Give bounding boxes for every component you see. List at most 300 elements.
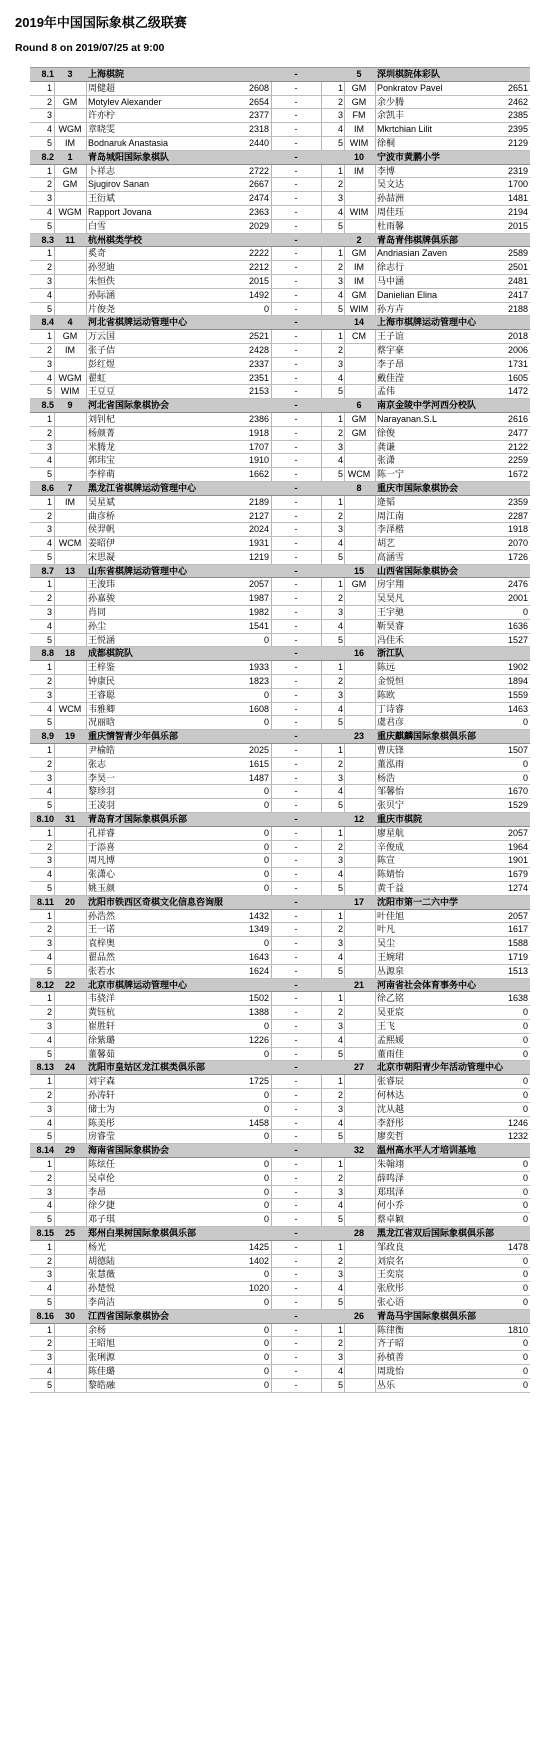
home-player-rating: 2722 <box>248 165 269 176</box>
away-player-name: 陈律衡 <box>377 1324 405 1335</box>
away-player-rating: 2385 <box>507 110 528 121</box>
home-player-name: 袁梓奥 <box>88 938 116 949</box>
home-team-name: 江西省国际象棋协会 <box>88 1310 170 1321</box>
home-team-number: 25 <box>64 1227 75 1238</box>
result-cell: - <box>294 206 298 217</box>
board-number: 3 <box>46 1020 52 1031</box>
match-separator: - <box>294 234 298 245</box>
board-number: 5 <box>46 883 52 894</box>
away-board-number: 1 <box>337 331 343 342</box>
home-player-name: 朱恒佚 <box>88 275 116 286</box>
board-row <box>30 1172 530 1186</box>
away-player-name: 张睿辰 <box>377 1076 405 1087</box>
home-player-name: 姚玉颜 <box>88 883 116 894</box>
board-number: 2 <box>46 262 52 273</box>
away-player-name: 丛乐 <box>377 1379 396 1390</box>
result-cell: - <box>294 331 298 342</box>
result-cell: - <box>294 772 298 783</box>
match-separator: - <box>294 731 298 742</box>
away-team-name: 沈阳市第一二六中学 <box>377 896 459 907</box>
away-team-number: 23 <box>353 731 364 742</box>
away-player-title: WCM <box>347 469 371 480</box>
away-player-rating: 0 <box>522 1076 528 1087</box>
away-player-name: 张欣彤 <box>377 1283 405 1294</box>
home-player-name: Rapport Jovana <box>88 206 152 217</box>
home-team-name: 山东省棋牌运动管理中心 <box>88 565 188 576</box>
away-team-number: 21 <box>353 979 364 990</box>
away-board-number: 4 <box>337 703 343 714</box>
away-player-rating: 0 <box>522 1214 528 1225</box>
board-number: 5 <box>46 1131 52 1142</box>
result-cell: - <box>294 717 298 728</box>
board-number: 1 <box>46 1241 52 1252</box>
home-player-rating: 1388 <box>248 1007 269 1018</box>
match-header-row <box>30 68 530 82</box>
home-player-name: 王昭旭 <box>88 1338 116 1349</box>
home-player-name: 钟康民 <box>88 676 116 687</box>
board-number: 3 <box>46 275 52 286</box>
board-number: 1 <box>46 248 52 259</box>
result-cell: - <box>294 275 298 286</box>
home-team-name: 河北省国际象棋协会 <box>88 400 170 411</box>
board-number: 5 <box>46 1214 52 1225</box>
away-player-name: 孟伟 <box>377 386 396 397</box>
away-board-number: 5 <box>337 883 343 894</box>
result-cell: - <box>294 1200 298 1211</box>
result-cell: - <box>294 1007 298 1018</box>
away-player-rating: 1700 <box>507 179 528 190</box>
match-separator: - <box>294 1227 298 1238</box>
away-player-name: 吴亚宸 <box>377 1007 405 1018</box>
home-team-number: 9 <box>67 400 73 411</box>
home-player-name: Motylev Alexander <box>88 96 162 107</box>
away-player-rating: 1588 <box>507 938 528 949</box>
away-team-number: 12 <box>353 814 364 825</box>
home-player-name: 房睿莹 <box>88 1131 116 1142</box>
away-player-rating: 0 <box>522 1186 528 1197</box>
board-number: 3 <box>46 110 52 121</box>
away-board-number: 2 <box>337 262 343 273</box>
away-player-name: 徐俊 <box>377 427 396 438</box>
match-separator: - <box>294 896 298 907</box>
result-cell: - <box>294 1020 298 1031</box>
board-number: 3 <box>46 607 52 618</box>
result-cell: - <box>294 1214 298 1225</box>
home-player-name: 崔胜轩 <box>88 1020 116 1031</box>
away-player-name: 余少腾 <box>377 96 405 107</box>
away-team-number: 28 <box>353 1227 364 1238</box>
home-player-name: 张琍源 <box>88 1352 116 1363</box>
board-row <box>30 868 530 882</box>
result-cell: - <box>294 303 298 314</box>
result-cell: - <box>294 883 298 894</box>
away-player-rating: 0 <box>522 1158 528 1169</box>
away-player-rating: 0 <box>522 1365 528 1376</box>
board-row <box>30 1130 530 1144</box>
away-board-number: 1 <box>337 248 343 259</box>
match-header-row <box>30 647 530 661</box>
board-row <box>30 372 530 386</box>
home-player-rating: 2015 <box>248 275 269 286</box>
board-row <box>30 703 530 717</box>
away-player-name: Ponkratov Pavel <box>377 82 443 93</box>
away-player-rating: 2057 <box>507 827 528 838</box>
away-board-number: 4 <box>337 289 343 300</box>
away-board-number: 4 <box>337 1034 343 1045</box>
away-player-name: 虞君彦 <box>377 717 405 728</box>
away-player-name: 张心语 <box>377 1296 405 1307</box>
home-player-rating: 0 <box>263 1103 269 1114</box>
away-player-name: 李舒彤 <box>377 1117 405 1128</box>
result-cell: - <box>294 427 298 438</box>
away-board-number: 2 <box>337 924 343 935</box>
away-board-number: 5 <box>337 469 343 480</box>
home-team-name: 杭州棋类学校 <box>88 234 143 245</box>
away-player-rating: 1726 <box>507 551 528 562</box>
away-player-name: 丛源泉 <box>377 965 405 976</box>
away-player-name: 吴昊凡 <box>377 593 405 604</box>
home-team-name: 成都棋院队 <box>88 648 134 659</box>
home-player-name: 卜祥志 <box>88 165 116 176</box>
board-number: 5 <box>46 717 52 728</box>
board-number: 5 <box>46 386 52 397</box>
home-player-rating: 1823 <box>248 676 269 687</box>
home-player-rating: 1910 <box>248 455 269 466</box>
away-team-name: 南京金陵中学河西分校队 <box>377 400 477 411</box>
away-player-name: 徐志行 <box>377 262 405 273</box>
home-team-number: 13 <box>64 565 75 576</box>
board-row <box>30 882 530 896</box>
board-row <box>30 841 530 855</box>
board-number: 1 <box>46 82 52 93</box>
home-team-number: 29 <box>64 1145 75 1156</box>
away-team-name: 河南省社会体育事务中心 <box>377 979 477 990</box>
board-row <box>30 496 530 510</box>
away-player-title: IM <box>354 262 364 273</box>
home-player-title: IM <box>65 344 75 355</box>
board-row <box>30 799 530 813</box>
home-player-rating: 2212 <box>248 262 269 273</box>
home-player-name: 孙楚悦 <box>88 1283 116 1294</box>
home-player-rating: 1425 <box>248 1241 269 1252</box>
home-player-rating: 0 <box>263 1200 269 1211</box>
home-player-name: 余杨 <box>88 1324 107 1335</box>
home-player-rating: 1226 <box>248 1034 269 1045</box>
away-player-rating: 1559 <box>507 689 528 700</box>
home-player-rating: 0 <box>263 827 269 838</box>
match-header-row <box>30 1227 530 1241</box>
result-cell: - <box>294 1324 298 1335</box>
away-board-number: 4 <box>337 372 343 383</box>
home-player-name: 储士为 <box>88 1103 116 1114</box>
board-row <box>30 275 530 289</box>
away-team-number: 8 <box>356 482 362 493</box>
away-player-rating: 2122 <box>507 441 528 452</box>
board-number: 1 <box>46 165 52 176</box>
board-number: 2 <box>46 1338 52 1349</box>
board-row <box>30 220 530 234</box>
result-cell: - <box>294 1365 298 1376</box>
away-player-rating: 2477 <box>507 427 528 438</box>
away-board-number: 3 <box>337 524 343 535</box>
home-player-rating: 1219 <box>248 551 269 562</box>
home-player-rating: 1020 <box>248 1283 269 1294</box>
home-player-rating: 2337 <box>248 358 269 369</box>
away-board-number: 3 <box>337 772 343 783</box>
away-board-number: 2 <box>337 427 343 438</box>
away-player-name: 高涵雪 <box>377 551 405 562</box>
away-board-number: 3 <box>337 193 343 204</box>
result-cell: - <box>294 1186 298 1197</box>
board-row <box>30 206 530 220</box>
home-player-rating: 2029 <box>248 220 269 231</box>
home-team-name: 黑龙江省棋牌运动管理中心 <box>88 482 197 493</box>
board-number: 3 <box>46 689 52 700</box>
away-player-rating: 0 <box>522 1034 528 1045</box>
match-number: 8.11 <box>36 896 54 907</box>
board-row <box>30 510 530 524</box>
away-player-rating: 0 <box>522 1172 528 1183</box>
away-player-rating: 1617 <box>507 924 528 935</box>
away-team-name: 重庆市国际象棋协会 <box>377 482 459 493</box>
home-team-name: 沈阳市铁西区奇棋文化信息咨询服 <box>88 896 224 907</box>
away-board-number: 4 <box>337 1365 343 1376</box>
board-row <box>30 675 530 689</box>
result-cell: - <box>294 220 298 231</box>
board-number: 3 <box>46 938 52 949</box>
page-title: 2019年中国国际象棋乙级联赛 <box>15 15 187 30</box>
home-player-name: 孙尘 <box>88 620 107 631</box>
away-player-title: GM <box>351 413 367 424</box>
home-player-name: 孙嘉骏 <box>88 593 116 604</box>
home-player-rating: 2667 <box>248 179 269 190</box>
board-row <box>30 178 530 192</box>
board-number: 2 <box>46 1007 52 1018</box>
home-player-rating: 2024 <box>248 524 269 535</box>
home-player-rating: 2057 <box>248 579 269 590</box>
board-number: 2 <box>46 179 52 190</box>
away-player-name: 房宇翔 <box>377 579 405 590</box>
board-number: 1 <box>46 662 52 673</box>
away-player-title: GM <box>351 248 367 259</box>
away-player-rating: 1731 <box>507 358 528 369</box>
away-player-rating: 1605 <box>507 372 528 383</box>
away-player-name: 朱翰翊 <box>377 1158 405 1169</box>
match-separator: - <box>294 482 298 493</box>
away-board-number: 4 <box>337 620 343 631</box>
away-player-rating: 1679 <box>507 869 528 880</box>
away-player-rating: 2194 <box>507 206 528 217</box>
away-player-rating: 2359 <box>507 496 528 507</box>
home-player-rating: 1458 <box>248 1117 269 1128</box>
home-player-rating: 2363 <box>248 206 269 217</box>
away-player-title: IM <box>354 124 364 135</box>
away-player-rating: 1672 <box>507 469 528 480</box>
home-player-rating: 1624 <box>248 965 269 976</box>
home-player-name: 陈佳璐 <box>88 1365 116 1376</box>
away-player-rating: 2395 <box>507 124 528 135</box>
board-row <box>30 427 530 441</box>
away-player-name: 吴文达 <box>377 179 405 190</box>
home-player-name: 孙际涵 <box>88 289 116 300</box>
away-player-name: 周珑怡 <box>377 1365 405 1376</box>
board-row <box>30 247 530 261</box>
away-player-name: 蔡卓颖 <box>377 1214 405 1225</box>
home-player-rating: 0 <box>263 1352 269 1363</box>
home-player-rating: 2608 <box>248 82 269 93</box>
board-row <box>30 992 530 1006</box>
home-player-name: 孔祥睿 <box>88 827 116 838</box>
away-player-rating: 2057 <box>507 910 528 921</box>
board-row <box>30 1255 530 1269</box>
home-player-name: 郭玮宝 <box>88 455 116 466</box>
away-player-name: 马中涵 <box>377 275 405 286</box>
away-player-name: 齐子昭 <box>377 1338 405 1349</box>
board-number: 4 <box>46 455 52 466</box>
away-player-name: 刘宸名 <box>377 1255 405 1266</box>
match-number: 8.7 <box>41 565 54 576</box>
board-number: 3 <box>46 524 52 535</box>
home-player-name: 彭红煜 <box>88 358 116 369</box>
away-player-rating: 0 <box>522 717 528 728</box>
result-cell: - <box>294 745 298 756</box>
result-cell: - <box>294 455 298 466</box>
away-player-name: 张贝宁 <box>377 800 405 811</box>
match-number: 8.5 <box>41 400 54 411</box>
result-cell: - <box>294 800 298 811</box>
away-team-number: 10 <box>353 151 364 162</box>
home-player-rating: 2153 <box>248 386 269 397</box>
home-player-rating: 1615 <box>248 758 269 769</box>
away-player-name: 王子谊 <box>377 331 405 342</box>
home-player-rating: 1918 <box>248 427 269 438</box>
result-cell: - <box>294 1131 298 1142</box>
result-cell: - <box>294 344 298 355</box>
board-number: 4 <box>46 1034 52 1045</box>
home-player-name: 王凌羽 <box>88 800 116 811</box>
away-player-name: 董泓雨 <box>377 758 405 769</box>
away-board-number: 1 <box>337 165 343 176</box>
result-cell: - <box>294 1241 298 1252</box>
away-player-name: 余凯丰 <box>377 110 405 121</box>
home-player-name: 孙翌迪 <box>88 262 116 273</box>
away-player-rating: 2129 <box>507 137 528 148</box>
away-player-rating: 1513 <box>507 965 528 976</box>
away-player-rating: 1472 <box>507 386 528 397</box>
home-player-rating: 2351 <box>248 372 269 383</box>
board-number: 1 <box>46 413 52 424</box>
home-player-rating: 0 <box>263 841 269 852</box>
home-team-number: 31 <box>64 814 75 825</box>
board-number: 4 <box>46 1365 52 1376</box>
away-board-number: 4 <box>337 1117 343 1128</box>
away-player-title: GM <box>351 82 367 93</box>
board-number: 5 <box>46 800 52 811</box>
away-player-name: 陈远 <box>377 662 396 673</box>
home-player-name: 况丽晗 <box>88 717 116 728</box>
home-player-name: 肖同 <box>88 607 107 618</box>
board-row <box>30 1117 530 1131</box>
board-number: 4 <box>46 1117 52 1128</box>
pairings-table <box>30 67 530 1393</box>
board-number: 4 <box>46 1200 52 1211</box>
home-player-rating: 1541 <box>248 620 269 631</box>
away-player-rating: 0 <box>522 607 528 618</box>
away-player-name: 徐乙铭 <box>377 993 405 1004</box>
away-team-number: 5 <box>356 69 362 79</box>
away-team-number: 2 <box>356 234 362 245</box>
away-player-rating: 0 <box>522 758 528 769</box>
result-cell: - <box>294 165 298 176</box>
board-row <box>30 123 530 137</box>
match-header-row <box>30 565 530 579</box>
away-player-name: 郑琪泽 <box>377 1186 405 1197</box>
board-number: 1 <box>46 745 52 756</box>
match-separator: - <box>294 1310 298 1321</box>
away-player-name: 李博 <box>377 165 396 176</box>
board-row <box>30 289 530 303</box>
home-player-name: Bodnaruk Anastasia <box>88 137 169 148</box>
home-player-title: WGM <box>58 372 82 383</box>
board-number: 3 <box>46 193 52 204</box>
away-board-number: 2 <box>337 344 343 355</box>
away-board-number: 3 <box>337 607 343 618</box>
home-player-name: 徐紫璐 <box>88 1034 116 1045</box>
board-row <box>30 758 530 772</box>
home-player-rating: 0 <box>263 800 269 811</box>
away-player-name: 叶佳旭 <box>377 910 405 921</box>
home-player-name: 李梓萌 <box>88 469 116 480</box>
result-cell: - <box>294 1255 298 1266</box>
board-row <box>30 1337 530 1351</box>
result-cell: - <box>294 607 298 618</box>
board-row <box>30 1365 530 1379</box>
home-player-rating: 2428 <box>248 344 269 355</box>
board-number: 1 <box>46 1324 52 1335</box>
home-player-name: 刘宇森 <box>88 1076 116 1087</box>
board-row <box>30 344 530 358</box>
away-player-rating: 2018 <box>507 331 528 342</box>
away-player-rating: 0 <box>522 1379 528 1390</box>
away-team-number: 6 <box>356 400 362 411</box>
match-header-row <box>30 151 530 165</box>
home-team-name: 河北省棋牌运动管理中心 <box>88 317 188 328</box>
home-player-rating: 1349 <box>248 924 269 935</box>
result-cell: - <box>294 634 298 645</box>
result-cell: - <box>294 689 298 700</box>
home-player-name: 李昊一 <box>88 772 116 783</box>
home-player-rating: 0 <box>263 1048 269 1059</box>
board-number: 4 <box>46 372 52 383</box>
home-player-name: 陈炫任 <box>88 1158 116 1169</box>
home-player-rating: 0 <box>263 786 269 797</box>
match-number: 8.16 <box>36 1310 54 1321</box>
away-player-name: Narayanan.S.L <box>377 413 438 424</box>
board-row <box>30 772 530 786</box>
away-player-rating: 0 <box>522 1338 528 1349</box>
home-player-title: GM <box>62 331 78 342</box>
home-player-rating: 1492 <box>248 289 269 300</box>
away-team-name: 温州高水平人才培训基地 <box>377 1145 477 1156</box>
match-header-row <box>30 316 530 330</box>
away-player-name: 陈欧 <box>377 689 396 700</box>
board-number: 1 <box>46 331 52 342</box>
board-row <box>30 109 530 123</box>
board-number: 3 <box>46 1269 52 1280</box>
away-board-number: 5 <box>337 717 343 728</box>
result-cell: - <box>294 289 298 300</box>
away-player-name: 戴佳滢 <box>377 372 405 383</box>
